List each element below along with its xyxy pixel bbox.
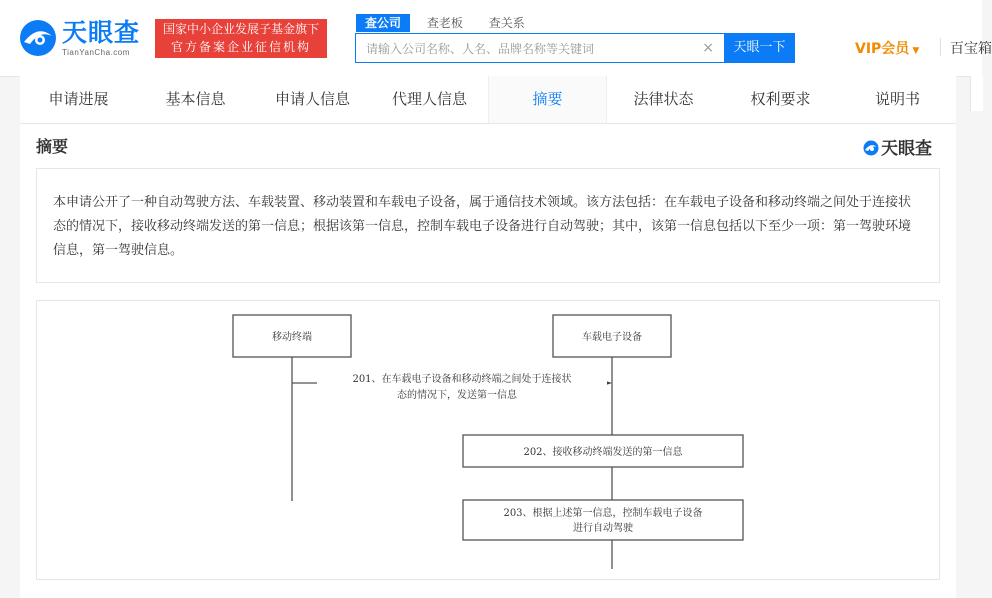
vip-label: VIP会员 [855, 41, 910, 57]
badge-line-1: 国家中小企业发展子基金旗下 [162, 22, 319, 36]
step203-box [463, 500, 743, 540]
caret-down-icon: ▼ [912, 46, 920, 56]
section-title: 摘要 [36, 137, 69, 156]
sequence-diagram [37, 301, 941, 581]
logo-subtitle: TianYanCha.com [62, 48, 130, 57]
tab-abstract[interactable]: 摘要 [488, 76, 607, 123]
tab-application-progress[interactable]: 申请进展 [48, 90, 109, 108]
top-header [0, 0, 992, 77]
header-divider [940, 38, 941, 56]
tab-legal-status[interactable]: 法律状态 [633, 90, 694, 108]
clear-icon[interactable]: × [702, 40, 714, 56]
badge-line-2: 官方备案企业征信机构 [170, 40, 311, 54]
step202-label: 202、接收移动终端发送的第一信息 [523, 447, 683, 458]
abstract-text: 本申请公开了一种自动驾驶方法、车载装置、移动装置和车载电子设备，属于通信技术领域。该方法包括：在车载电子设备和移动终端之间处于连接状态的情况下，接收移动终端发送的第一信息；根据该第一信息，控制车载电子设备进行自动驾驶；其中，该第一信息包括以下至少一项：第一驾驶环境信息，第一驾驶信息。 [36, 168, 940, 283]
vip-menu[interactable] [855, 38, 919, 58]
tab-basic-info[interactable]: 基本信息 [165, 90, 226, 108]
search-box [355, 33, 725, 63]
baibao-link[interactable]: 百宝箱 [950, 41, 992, 57]
panel-brand-text: 天眼查 [881, 139, 932, 159]
tab-description[interactable]: 说明书 [874, 90, 920, 108]
patent-tab-bar [20, 76, 956, 124]
step201-line1: 201、在车载电子设备和移动终端之间处于连接状 [352, 374, 572, 385]
step203-line1: 203、根据上述第一信息，控制车载电子设备 [503, 508, 703, 519]
search-type-tabs [356, 14, 538, 32]
eye-logo-icon [863, 140, 879, 156]
abstract-figure[interactable] [36, 300, 940, 580]
search-button[interactable]: 天眼一下 [724, 33, 795, 63]
abstract-panel [20, 124, 956, 598]
official-badge [155, 19, 327, 58]
eye-logo-icon [18, 18, 58, 58]
tab-search-company[interactable]: 查公司 [356, 14, 410, 32]
lane-label-vehicle: 车载电子设备 [582, 332, 642, 343]
tab-search-relation[interactable]: 查关系 [488, 16, 525, 30]
page-gutter [958, 124, 982, 598]
tab-search-boss[interactable]: 查老板 [426, 16, 463, 30]
tab-claims[interactable]: 权利要求 [750, 90, 811, 108]
search-input[interactable] [364, 35, 698, 63]
lane-label-mobile: 移动终端 [272, 332, 312, 343]
tab-applicant-info[interactable]: 申请人信息 [274, 90, 350, 108]
step201-line2: 态的情况下，发送第一信息 [397, 390, 517, 401]
tab-agent-info[interactable]: 代理人信息 [391, 90, 467, 108]
logo-text: 天眼查 [62, 18, 141, 47]
step203-line2: 进行自动驾驶 [573, 523, 633, 534]
right-rail [970, 76, 983, 111]
panel-brand-logo [863, 134, 932, 159]
site-logo[interactable] [18, 18, 148, 60]
